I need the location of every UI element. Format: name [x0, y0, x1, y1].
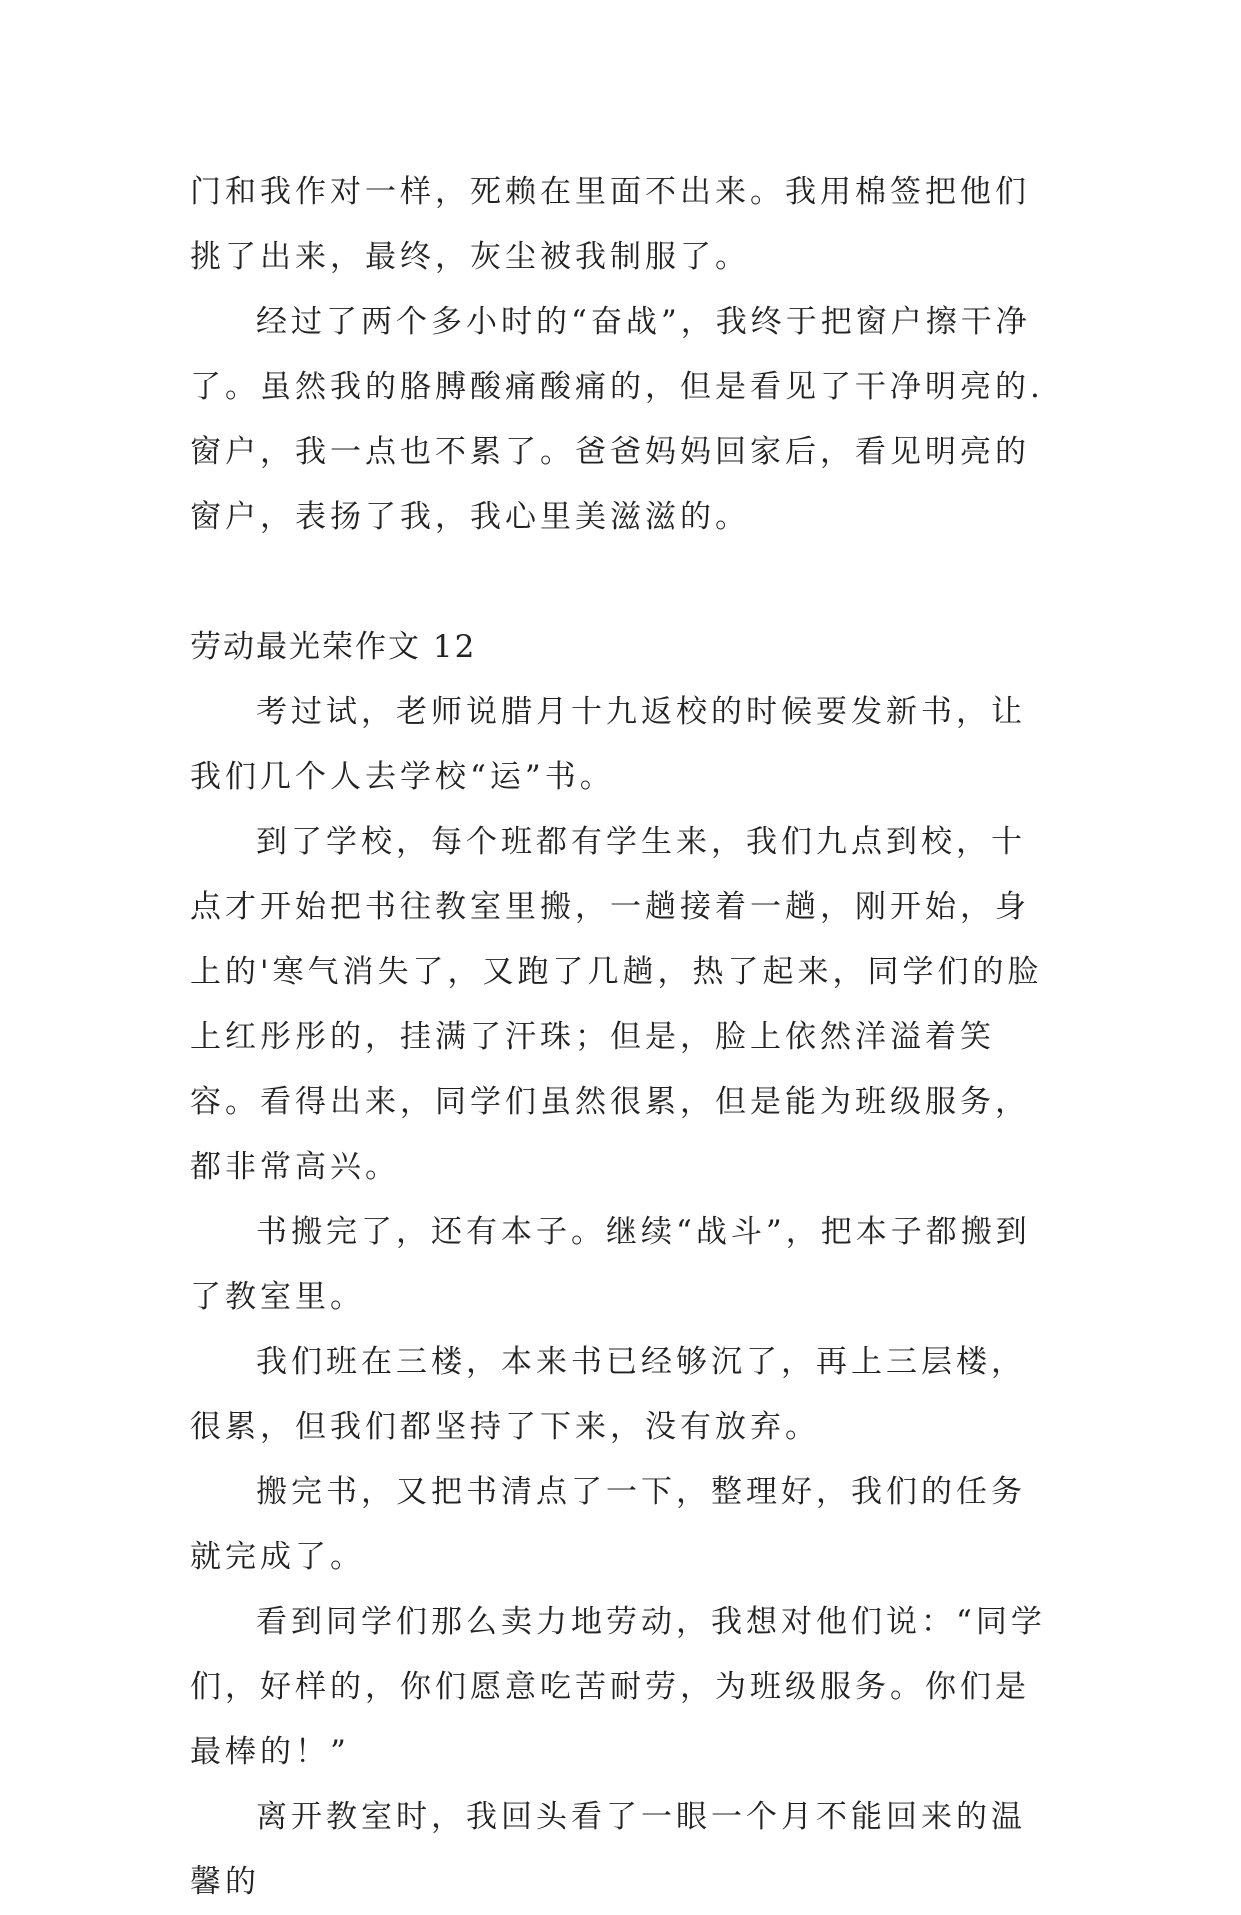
continued-paragraph: 门和我作对一样，死赖在里面不出来。我用棉签把他们挑了出来，最终，灰尘被我制服了。: [190, 174, 1030, 275]
document-body: [190, 160, 1060, 1915]
paragraph: 我们班在三楼，本来书已经够沉了，再上三层楼，很累，但我们都坚持了下来，没有放弃。: [190, 1344, 1026, 1445]
paragraph: 搬完书，又把书清点了一下，整理好，我们的任务就完成了。: [190, 1474, 1026, 1575]
essay-title: 劳动最光荣作文 12: [190, 629, 477, 665]
paragraph: 考过试，老师说腊月十九返校的时候要发新书，让我们几个人去学校“运”书。: [190, 694, 1026, 795]
paragraph: 看到同学们那么卖力地劳动，我想对他们说：“同学们，好样的，你们愿意吃苦耐劳，为班级服务。你们是最棒的！”: [190, 1604, 1046, 1770]
paragraph: 经过了两个多小时的“奋战”，我终于把窗户擦干净了。虽然我的胳膊酸痛酸痛的，但是看见了干净明亮的.窗户，我一点也不累了。爸爸妈妈回家后，看见明亮的窗户，表扬了我，我心里美滋滋的。: [190, 304, 1044, 535]
paragraph: 书搬完了，还有本子。继续“战斗”，把本子都搬到了教室里。: [190, 1214, 1031, 1315]
paragraph: 到了学校，每个班都有学生来，我们九点到校，十点才开始把书往教室里搬，一趟接着一趟，刚开始，身上的'寒气消失了，又跑了几趟，热了起来，同学们的脸上红彤彤的，挂满了汗珠；但是，脸上依然洋溢着笑容。看得出来，同学们虽然很累，但是能为班级服务，都非常高兴。: [190, 824, 1043, 1185]
section-gap: [190, 550, 1060, 615]
paragraph: 离开教室时，我回头看了一眼一个月不能回来的温馨的: [190, 1799, 1026, 1900]
